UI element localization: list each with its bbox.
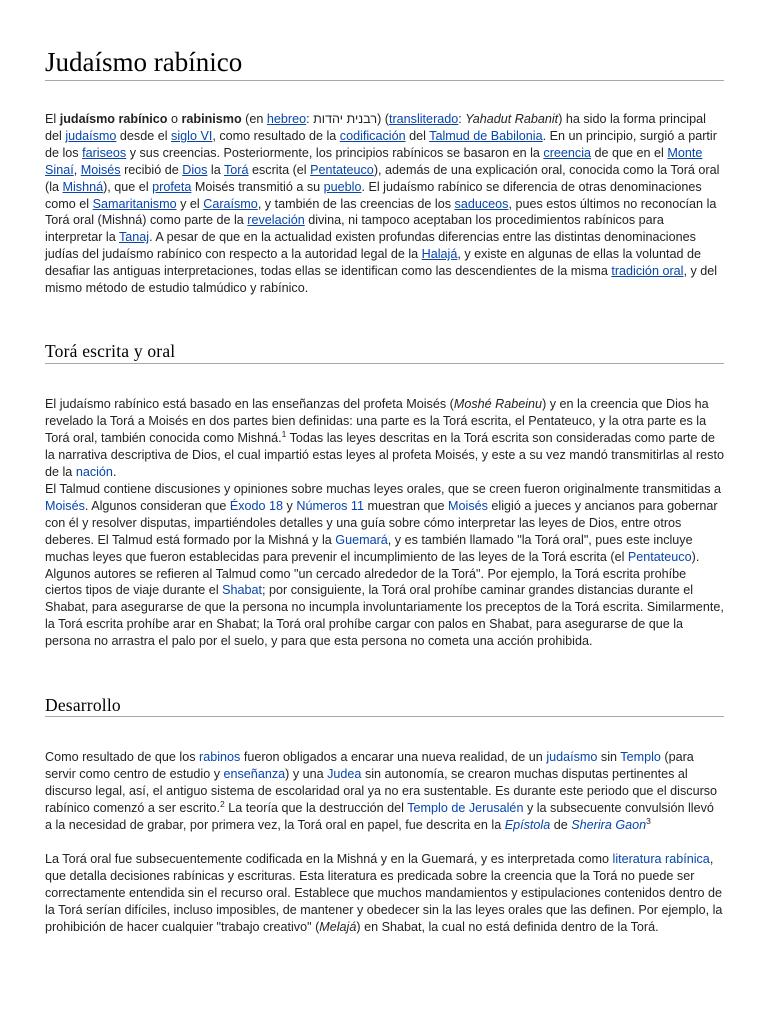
section2-paragraph-2: La Torá oral fue subsecuentemente codificada en la Mishná y en la Guemará, y es interpretada como literatura rabínica, que detalla decisiones rabínicas y escrituras. Esta literatura es predicada sobre la creencia que la Torá no puede ser correctamente entendida sin el recurso oral. Establece que muchos mandamientos y estipulaciones contenidos dentro de la Torá serían difíciles, incluso imposibles, de mantener y obedecer sin la las leyes orales que las definen. Por ejemplo, la prohibición de hacer cualquier "trabajo creativo" (Melajá) en Shabat, la cual no está definida dentro de la Torá. xyxy=(45,852,723,934)
link-sherira-gaon[interactable]: Sherira Gaon xyxy=(571,817,647,832)
link-exodo-18[interactable]: Éxodo 18 xyxy=(229,498,284,513)
link-tradicion-oral[interactable]: tradición oral xyxy=(611,264,684,279)
link-templo-jerusalen[interactable]: Templo de Jerusalén xyxy=(407,800,524,815)
link-revelacion[interactable]: revelación xyxy=(247,213,305,228)
link-judaismo[interactable]: judaísmo xyxy=(65,128,117,143)
link-literatura-rabinica[interactable]: literatura rabínica xyxy=(612,852,710,866)
link-hebreo[interactable]: hebreo xyxy=(266,112,307,126)
link-moises[interactable]: Moisés xyxy=(80,162,121,177)
link-rabinos[interactable]: rabinos xyxy=(199,750,241,764)
link-templo[interactable]: Templo xyxy=(620,750,661,764)
link-epistola[interactable]: Epístola xyxy=(504,817,551,832)
link-tora[interactable]: Torá xyxy=(224,162,249,177)
link-pentateuco[interactable]: Pentateuco xyxy=(627,549,692,564)
link-saduceos[interactable]: saduceos xyxy=(454,196,509,211)
link-creencia[interactable]: creencia xyxy=(543,145,592,160)
title-divider xyxy=(45,80,724,81)
link-ensenanza[interactable]: enseñanza xyxy=(223,766,286,781)
link-transliterado[interactable]: transliterado xyxy=(388,112,459,126)
section2-paragraph-1: Como resultado de que los rabinos fueron obligados a encarar una nueva realidad, de un judaísmo sin Templo (para servir como centro de estudio y enseñanza) y una Judea sin autonomía, se crearon muchas disputas pertinentes al discurso legal, así, el antiguo sistema de escolaridad oral ya no era sustentable. Es durante este periodo que el discurso rabínico comenzó a ser escrito.$^2$ La teoría que la destrucción del Templo de Jerusalén y la subsecuente convulsión llevó a la necesidad de grabar, por primera vez, la Torá oral en papel, fue descrita en la Epístola de Sherira Gaon$^3$ xyxy=(45,750,718,832)
section1-paragraph-2: El Talmud contiene discusiones y opiniones sobre muchas leyes orales, que se creen fueron originalmente transmitidas a Moisés. Algunos consideran que Éxodo 18 y Números 11 muestran que Moisés eligió a jueces y ancianos para gobernar con él y resolver disputas, impartiéndoles detalles y una guía sobre cómo interpretar las leyes de Dios, entre otros deberes. El Talmud está formado por la Mishná y la Guemará, y es también llamado "la Torá oral", pues este incluye muchas leyes que fueron establecidas para prevenir el incumplimiento de las leyes de la Torá escrita (el Pentateuco). Algunos autores se refieren al Talmud como "un cercado alrededor de la Torá". Por ejemplo, la Torá escrita prohíbe ciertos tipos de viaje durante el Shabat; por consiguiente, la Torá oral prohíbe caminar grandes distancias durante el Shabat, para asegurarse de que la persona no incumpla involuntariamente los preceptos de la Torá escrita. Similarmente, la Torá escrita prohíbe arar en Shabat; la Torá oral prohíbe cargar con palos en Shabat, para asegurarse de que la persona no arrastra el palo por el suelo, y para que esta persona no cometa una acción prohibida. xyxy=(45,482,724,649)
citation-1[interactable]: 1 xyxy=(281,428,287,439)
link-dios[interactable]: Dios xyxy=(182,162,208,177)
link-judea[interactable]: Judea xyxy=(327,766,362,781)
link-guemara[interactable]: Guemará xyxy=(335,532,388,547)
link-moises[interactable]: Moisés xyxy=(45,498,85,513)
link-fariseos[interactable]: fariseos xyxy=(82,145,127,160)
link-pentateuco[interactable]: Pentateuco xyxy=(310,162,374,177)
intro-paragraph: El judaísmo rabínico o rabinismo (en hebreo: רבנית יהדות) (transliterado: Yahadut Rabanit) ha sido la forma principal del judaísmo desde el siglo VI, como resultado de la codificación del Talmud de Babilonia. En un principio, surgió a partir de los fariseos y sus creencias. Posteriormente, los principios rabínicos se basaron en la creencia de que en el Monte Sinaí, Moisés recibió de Dios la Torá escrita (el Pentateuco), además de una explicación oral, conocida como la Torá oral (la Mishná), que el profeta Moisés transmitió a su pueblo. El judaísmo rabínico se diferencia de otras denominaciones como el Samaritanismo y el Caraísmo, y también de las creencias de los saduceos, pues estos últimos no reconocían la Torá oral (Mishná) como parte de la revelación divina, ni tampoco aceptaban los procedimientos rabínicos para interpretar la Tanaj. A pesar de que en la actualidad existen profundas diferencias entre las distintas denominaciones judías del judaísmo rabínico con respecto a la autoridad legal de la Halajá, y existe en algunas de ellas la voluntad de desafiar las antiguas interpretaciones, todas ellas se identifican como las descendientes de la misma tradición oral, y del mismo método de estudio talmúdico y rabínico. xyxy=(45,112,720,296)
section-divider xyxy=(45,363,724,364)
link-mishna[interactable]: Mishná xyxy=(62,179,104,194)
link-moises[interactable]: Moisés xyxy=(448,498,488,513)
link-samaritanismo[interactable]: Samaritanismo xyxy=(92,196,177,211)
section-divider xyxy=(45,716,724,717)
section-heading-desarrollo: Desarrollo xyxy=(45,695,121,715)
link-monte-sinai[interactable]: Monte Sinaí xyxy=(45,145,703,177)
link-nacion[interactable]: nación xyxy=(75,464,113,479)
link-profeta[interactable]: profeta xyxy=(152,179,192,194)
link-judaismo[interactable]: judaísmo xyxy=(546,750,598,764)
page-title: Judaísmo rabínico xyxy=(45,47,243,77)
link-shabat[interactable]: Shabat xyxy=(222,583,263,598)
citation-3[interactable]: 3 xyxy=(646,815,651,826)
citation-2[interactable]: 2 xyxy=(220,798,225,809)
link-talmud-babilonia[interactable]: Talmud de Babilonia xyxy=(429,128,543,143)
link-tanaj[interactable]: Tanaj xyxy=(118,230,150,245)
link-halaja[interactable]: Halajá xyxy=(421,247,458,262)
link-caraismo[interactable]: Caraísmo xyxy=(203,196,258,211)
link-codificacion[interactable]: codificación xyxy=(339,128,406,143)
section1-paragraph-1: El judaísmo rabínico está basado en las enseñanzas del profeta Moisés (Moshé Rabeinu) y en la creencia que Dios ha revelado la Torá a Moisés en dos partes bien definidas: una parte es la Torá escrita, el Pentateuco, y la otra parte es la Torá oral, también conocida como Mishná.$^1$ Todas las leyes descritas en la Torá escrita son consideradas como parte de la narrativa descriptiva de Dios, el cual impartió estas leyes al profeta Moisés, y este a su vez mandó transmitirlas al resto de la nación. xyxy=(45,397,724,479)
link-pueblo[interactable]: pueblo xyxy=(323,179,362,194)
link-numeros-11[interactable]: Números 11 xyxy=(296,498,365,513)
section-heading-tora: Torá escrita y oral xyxy=(45,341,176,361)
link-siglo-vi[interactable]: siglo VI xyxy=(171,128,213,143)
